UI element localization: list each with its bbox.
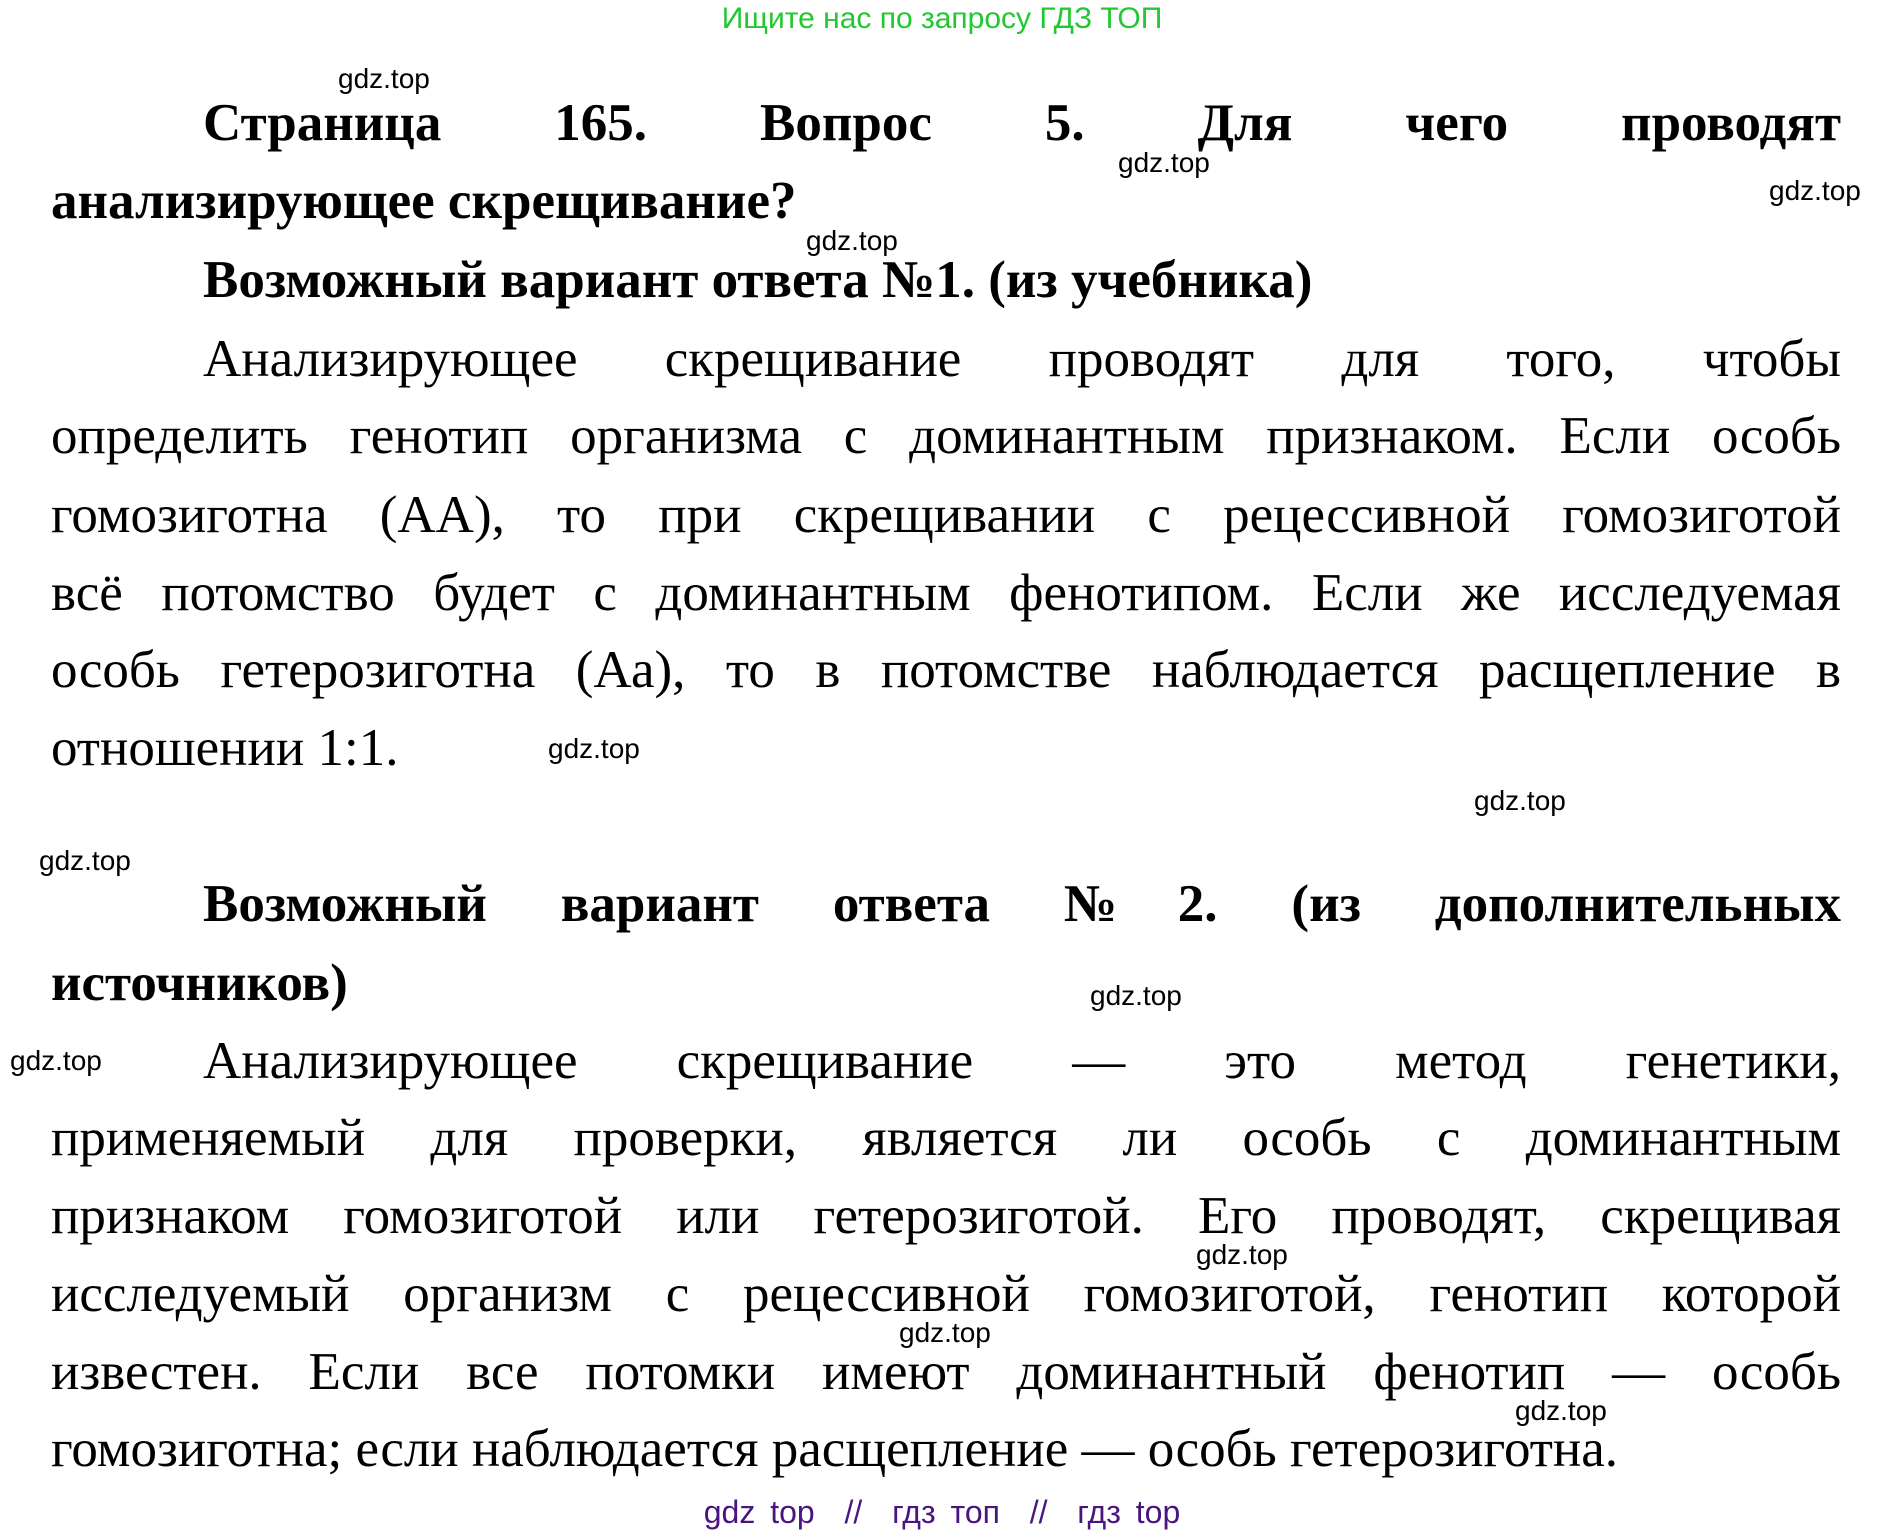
footer-watermark: gdz top // гдз топ // гдз top <box>703 1494 1181 1530</box>
answer1-line: отношении 1:1. <box>51 719 399 777</box>
answer1-line: всё потомство будет с доминантным фенотипом. Если же исследуемая <box>51 564 1841 622</box>
answer2-line: применяемый для проверки, является ли особь с доминантным <box>51 1109 1841 1167</box>
watermark: gdz.top <box>806 225 898 256</box>
watermark: gdz.top <box>1474 785 1566 816</box>
answer1-line: особь гетерозиготна (Аа), то в потомстве наблюдается расщепление в <box>51 641 1841 699</box>
answer2-line: исследуемый организм с рецессивной гомозиготой, генотип которой <box>51 1265 1841 1323</box>
answer1-line: определить генотип организма с доминантным признаком. Если особь <box>51 407 1841 465</box>
answer2-line: Анализирующее скрещивание — это метод генетики, <box>203 1032 1841 1090</box>
watermark: gdz.top <box>548 733 640 764</box>
question-line-1: Страница 165. Вопрос 5. Для чего проводят <box>203 94 1841 152</box>
watermark: gdz.top <box>1769 175 1861 206</box>
answer2-line: гомозиготна; если наблюдается расщепление — особь гетерозиготна. <box>51 1420 1619 1478</box>
answer1-title: Возможный вариант ответа №1. (из учебника) <box>203 251 1313 309</box>
watermark: gdz.top <box>1090 980 1182 1011</box>
answer2-line: известен. Если все потомки имеют доминантный фенотип — особь <box>51 1343 1841 1401</box>
watermark: gdz.top <box>899 1317 991 1348</box>
answer2-line: признаком гомозиготой или гетерозиготой. Его проводят, скрещивая <box>51 1187 1841 1245</box>
search-banner: Ищите нас по запросу ГДЗ ТОП <box>721 2 1163 35</box>
answer1-line: гомозиготна (АА), то при скрещивании с рецессивной гомозиготой <box>51 486 1841 544</box>
watermark: gdz.top <box>1196 1239 1288 1270</box>
watermark: gdz.top <box>1118 147 1210 178</box>
answer2-title-line-1: Возможный вариант ответа №2. (из дополнительных <box>203 875 1841 933</box>
answer1-line: Анализирующее скрещивание проводят для того, чтобы <box>203 330 1841 388</box>
watermark: gdz.top <box>39 845 131 876</box>
watermark: gdz.top <box>10 1045 102 1076</box>
watermark: gdz.top <box>338 63 430 94</box>
answer2-title-line-2: источников) <box>51 954 348 1012</box>
question-line-2: анализирующее скрещивание? <box>51 172 797 230</box>
watermark: gdz.top <box>1515 1395 1607 1426</box>
